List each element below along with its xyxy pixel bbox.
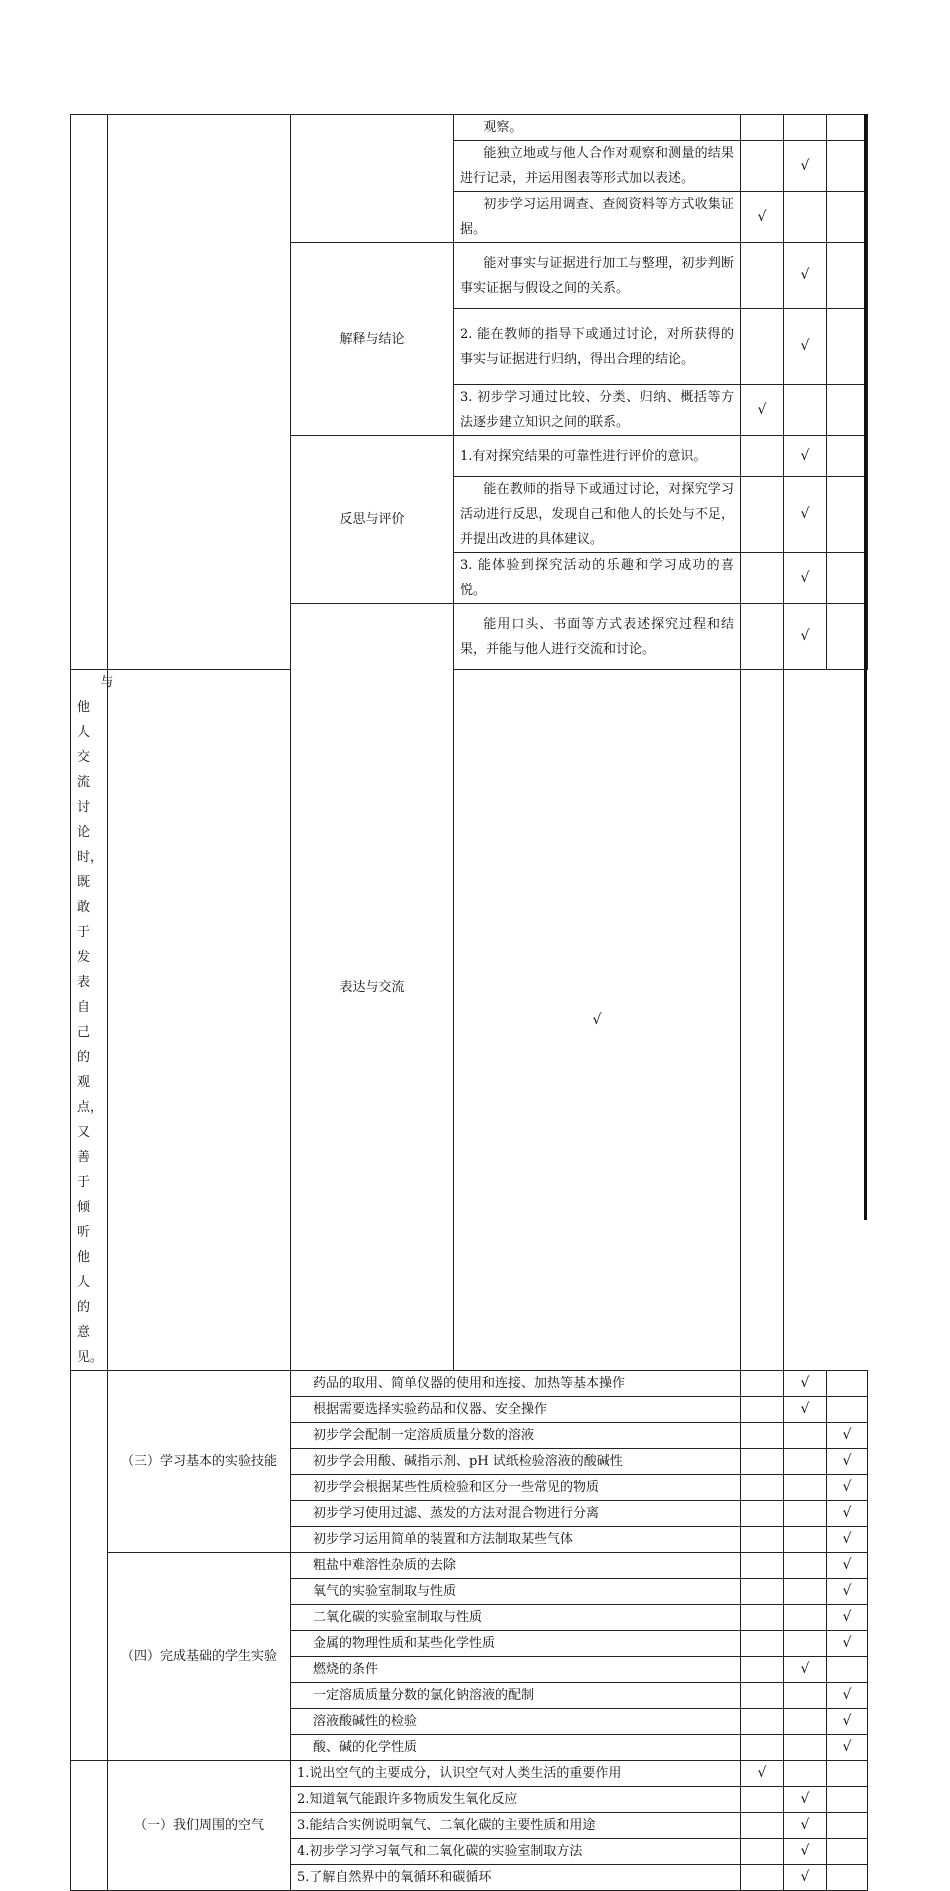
level-2-cell — [784, 1527, 827, 1553]
requirement-text: 与他人交流讨论时，既敢于发表自己的观点，又善于倾听他人的意见。 — [71, 670, 108, 1371]
topic-cell: （一）我们周围的空气 — [108, 1761, 291, 1891]
level-3-cell — [827, 1527, 868, 1553]
level-1-cell — [741, 436, 784, 477]
requirement-text: 粗盐中难溶性杂质的去除 — [291, 1553, 741, 1579]
table-body — [71, 115, 868, 1891]
check-mark: √ — [800, 1791, 810, 1807]
level-2-cell — [784, 1709, 827, 1735]
requirement-text: 4.初步学习学习氧气和二氧化碳的实验室制取方法 — [291, 1839, 741, 1865]
topic-cell: （四）完成基础的学生实验 — [108, 1553, 291, 1761]
level-3-cell — [827, 1579, 868, 1605]
level-1-cell — [741, 1475, 784, 1501]
level-1-cell — [741, 1605, 784, 1631]
subtopic-cell — [291, 115, 454, 243]
requirement-text: 氧气的实验室制取与性质 — [291, 1579, 741, 1605]
level-3-cell — [827, 1501, 868, 1527]
level-2-cell — [784, 1501, 827, 1527]
check-mark: √ — [757, 208, 767, 225]
level-3-cell — [827, 1423, 868, 1449]
check-mark: √ — [842, 1557, 852, 1573]
table-row — [71, 670, 868, 1371]
level-3-cell — [827, 1839, 868, 1865]
requirement-text: 金属的物理性质和某些化学性质 — [291, 1631, 741, 1657]
topic-cell: （三）学习基本的实验技能 — [108, 1371, 291, 1553]
level-3-cell — [827, 1813, 868, 1839]
requirement-text: 1.说出空气的主要成分，认识空气对人类生活的重要作用 — [291, 1761, 741, 1787]
level-3-cell — [827, 1475, 868, 1501]
check-mark: √ — [757, 1765, 767, 1781]
level-1-cell — [741, 1371, 784, 1397]
check-mark: √ — [800, 157, 810, 174]
level-1-cell — [741, 1865, 784, 1891]
check-mark: √ — [800, 1817, 810, 1833]
requirement-text: 观察。 — [454, 115, 741, 141]
table-row — [71, 115, 868, 141]
level-3-cell — [827, 1397, 868, 1423]
check-mark: √ — [842, 1687, 852, 1703]
level-2-cell — [784, 385, 827, 436]
level-2-cell — [784, 1657, 827, 1683]
level-2-cell — [784, 1761, 827, 1787]
level-1-cell — [741, 604, 784, 670]
check-mark: √ — [842, 1739, 852, 1755]
right-border-bar — [864, 114, 867, 1220]
requirement-text: 初步学会配制一定溶质质量分数的溶液 — [291, 1423, 741, 1449]
level-2-cell — [784, 115, 827, 141]
level-2-cell — [784, 1631, 827, 1657]
table-row — [71, 1371, 868, 1397]
requirement-text: 初步学习使用过滤、蒸发的方法对混合物进行分离 — [291, 1501, 741, 1527]
check-mark: √ — [842, 1713, 852, 1729]
level-1-cell — [741, 309, 784, 385]
requirement-text: 能对事实与证据进行加工与整理，初步判断事实证据与假设之间的关系。 — [454, 243, 741, 309]
check-mark: √ — [757, 401, 767, 418]
level-1-cell — [741, 1527, 784, 1553]
requirement-text: 初步学会根据某些性质检验和区分一些常见的物质 — [291, 1475, 741, 1501]
table-row — [71, 1761, 868, 1787]
check-mark: √ — [800, 1661, 810, 1677]
level-3-cell — [741, 670, 784, 1371]
level-1-cell — [741, 192, 784, 243]
level-1-cell — [741, 1761, 784, 1787]
level-3-cell — [827, 604, 868, 670]
check-mark: √ — [800, 338, 810, 354]
check-mark: √ — [842, 1479, 852, 1495]
level-1-cell — [741, 385, 784, 436]
level-2-cell — [784, 192, 827, 243]
requirement-text: 初步学会用酸、碱指示剂、pH 试纸检验溶液的酸碱性 — [291, 1449, 741, 1475]
check-mark: √ — [800, 628, 810, 644]
level-1-cell — [741, 1423, 784, 1449]
check-mark: √ — [842, 1635, 852, 1651]
requirement-text: 初步学习运用简单的装置和方法制取某些气体 — [291, 1527, 741, 1553]
check-mark: √ — [800, 1843, 810, 1859]
level-2-cell — [784, 1371, 827, 1397]
level-1-cell — [741, 115, 784, 141]
level-2-cell — [784, 1735, 827, 1761]
requirement-text: 酸、碱的化学性质 — [291, 1735, 741, 1761]
level-1-cell — [741, 1631, 784, 1657]
level-2-cell — [784, 1683, 827, 1709]
check-mark: √ — [800, 1869, 810, 1885]
level-2-cell — [784, 1787, 827, 1813]
category-cell — [71, 1761, 108, 1891]
level-1-cell — [741, 1657, 784, 1683]
requirement-text: 药品的取用、简单仪器的使用和连接、加热等基本操作 — [291, 1371, 741, 1397]
level-1-cell — [741, 1839, 784, 1865]
level-1-cell — [741, 1579, 784, 1605]
level-1-cell — [741, 141, 784, 192]
level-3-cell — [827, 1865, 868, 1891]
level-3-cell — [827, 309, 868, 385]
check-mark: √ — [842, 1609, 852, 1625]
curriculum-requirements-table — [70, 114, 868, 1891]
level-1-cell — [741, 1735, 784, 1761]
level-1-cell — [108, 670, 291, 1371]
level-3-cell — [827, 1449, 868, 1475]
check-mark: √ — [592, 1011, 602, 1028]
level-2-cell — [784, 604, 827, 670]
level-2-cell — [784, 1605, 827, 1631]
level-2-cell — [784, 1423, 827, 1449]
check-mark: √ — [842, 1531, 852, 1547]
level-2-cell — [784, 309, 827, 385]
requirement-text: 3. 能体验到探究活动的乐趣和学习成功的喜悦。 — [454, 553, 741, 604]
category-cell — [71, 1371, 108, 1761]
level-1-cell — [741, 1397, 784, 1423]
requirement-text: 燃烧的条件 — [291, 1657, 741, 1683]
level-3-cell — [827, 1553, 868, 1579]
level-3-cell — [827, 1631, 868, 1657]
check-mark: √ — [842, 1583, 852, 1599]
level-3-cell — [827, 1761, 868, 1787]
level-3-cell — [827, 1371, 868, 1397]
level-1-cell — [741, 1501, 784, 1527]
level-1-cell — [741, 477, 784, 553]
level-2-cell — [454, 670, 741, 1371]
topic-cell — [108, 115, 291, 670]
table-row — [71, 1553, 868, 1579]
level-2-cell — [784, 1553, 827, 1579]
requirement-text: 3. 初步学习通过比较、分类、归纳、概括等方法逐步建立知识之间的联系。 — [454, 385, 741, 436]
requirement-text: 能在教师的指导下或通过讨论，对探究学习活动进行反思，发现自己和他人的长处与不足，并提出改进的具体建议。 — [454, 477, 741, 553]
subtopic-cell: 解释与结论 — [291, 243, 454, 436]
level-3-cell — [827, 1657, 868, 1683]
requirement-text: 二氧化碳的实验室制取与性质 — [291, 1605, 741, 1631]
requirement-text: 一定溶质质量分数的氯化钠溶液的配制 — [291, 1683, 741, 1709]
level-3-cell — [827, 1709, 868, 1735]
check-mark: √ — [842, 1505, 852, 1521]
level-2-cell — [784, 243, 827, 309]
level-1-cell — [741, 243, 784, 309]
level-3-cell — [827, 141, 868, 192]
level-3-cell — [827, 477, 868, 553]
level-3-cell — [827, 243, 868, 309]
level-1-cell — [741, 553, 784, 604]
requirement-text: 根据需要选择实验药品和仪器、安全操作 — [291, 1397, 741, 1423]
check-mark: √ — [842, 1453, 852, 1469]
level-3-cell — [827, 192, 868, 243]
level-1-cell — [741, 1787, 784, 1813]
check-mark: √ — [842, 1427, 852, 1443]
level-2-cell — [784, 1449, 827, 1475]
level-2-cell — [784, 1397, 827, 1423]
check-mark: √ — [800, 1375, 810, 1391]
level-3-cell — [827, 115, 868, 141]
requirement-text: 能独立地或与他人合作对观察和测量的结果进行记录，并运用图表等形式加以表述。 — [454, 141, 741, 192]
level-3-cell — [827, 385, 868, 436]
subtopic-cell: 表达与交流 — [291, 604, 454, 1371]
level-1-cell — [741, 1449, 784, 1475]
check-mark: √ — [800, 267, 810, 283]
level-2-cell — [784, 553, 827, 604]
category-cell — [71, 115, 108, 670]
level-2-cell — [784, 436, 827, 477]
level-1-cell — [741, 1813, 784, 1839]
level-3-cell — [827, 1787, 868, 1813]
check-mark: √ — [800, 569, 810, 586]
check-mark: √ — [800, 447, 810, 464]
level-3-cell — [827, 1735, 868, 1761]
level-2-cell — [784, 141, 827, 192]
requirement-text: 2.知道氧气能跟许多物质发生氧化反应 — [291, 1787, 741, 1813]
level-3-cell — [827, 1605, 868, 1631]
level-1-cell — [741, 1709, 784, 1735]
requirement-text: 溶液酸碱性的检验 — [291, 1709, 741, 1735]
level-2-cell — [784, 1475, 827, 1501]
requirement-text: 5.了解自然界中的氧循环和碳循环 — [291, 1865, 741, 1891]
subtopic-cell: 反思与评价 — [291, 436, 454, 604]
level-2-cell — [784, 1579, 827, 1605]
requirement-text: 能用口头、书面等方式表述探究过程和结果，并能与他人进行交流和讨论。 — [454, 604, 741, 670]
level-2-cell — [784, 1839, 827, 1865]
requirement-text: 2. 能在教师的指导下或通过讨论，对所获得的事实与证据进行归纳，得出合理的结论。 — [454, 309, 741, 385]
requirement-text: 3.能结合实例说明氧气、二氧化碳的主要性质和用途 — [291, 1813, 741, 1839]
requirement-text: 初步学习运用调查、查阅资料等方式收集证据。 — [454, 192, 741, 243]
level-3-cell — [827, 553, 868, 604]
check-mark: √ — [800, 506, 810, 522]
level-1-cell — [741, 1553, 784, 1579]
level-3-cell — [827, 1683, 868, 1709]
level-2-cell — [784, 477, 827, 553]
level-3-cell — [827, 436, 868, 477]
requirement-text: 1.有对探究结果的可靠性进行评价的意识。 — [454, 436, 741, 477]
check-mark: √ — [800, 1401, 810, 1417]
level-2-cell — [784, 1813, 827, 1839]
level-2-cell — [784, 1865, 827, 1891]
level-1-cell — [741, 1683, 784, 1709]
